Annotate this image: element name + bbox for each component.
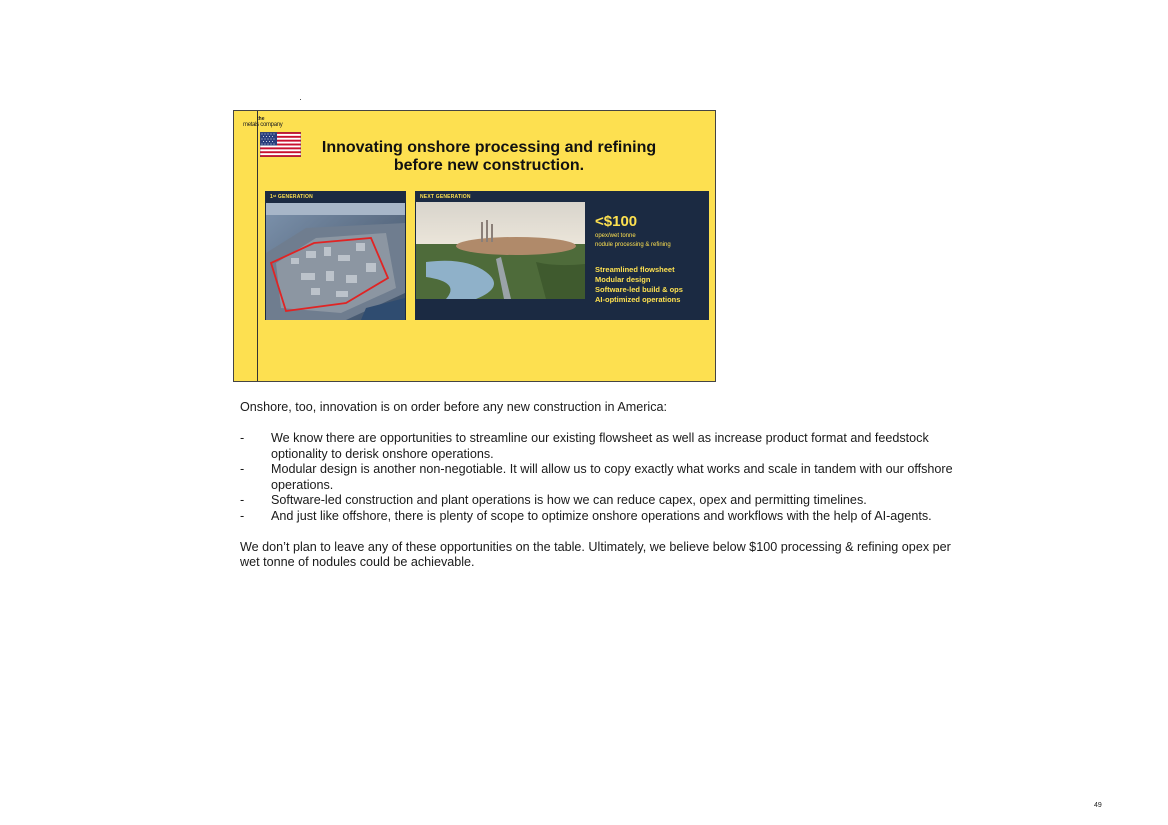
logo-line-1: the — [257, 116, 265, 122]
notes-closing: We don’t plan to leave any of these opportunities on the table. Ultimately, we believe below $100 processing & refining opex per wet tonne of nodules could be achievable. — [240, 539, 951, 569]
next-generation-label: NEXT GENERATION — [420, 194, 471, 200]
slide-title-line-2: before new construction. — [393, 157, 585, 174]
next-generation-panel — [415, 191, 709, 320]
feature-list — [595, 265, 683, 305]
slide-title-line-1: Innovating onshore processing and refining — [321, 139, 657, 156]
page-number: 49 — [1094, 802, 1102, 809]
first-generation-panel — [265, 191, 406, 320]
bullet-text: Software-led construction and plant operations is how we can reduce capex, opex and permitting timelines. — [271, 493, 867, 507]
cost-subtitle-line-2: nodule processing & refining — [595, 242, 671, 248]
bullet-dash: - — [240, 431, 245, 445]
notes-bullet — [240, 431, 960, 462]
logo-line-2: metals company — [243, 122, 283, 128]
cost-headline: <$100 — [595, 213, 638, 230]
bullet-dash: - — [240, 462, 245, 476]
slide-margin-line — [257, 111, 258, 381]
bullet-text: We know there are opportunities to streamline our existing flowsheet as well as increase product format and feedstock optionality to derisk onshore operations. — [271, 431, 929, 461]
us-flag-icon — [260, 132, 301, 157]
notes-bullet — [240, 493, 960, 509]
feature-item: Streamlined flowsheet — [595, 265, 675, 274]
stray-dot — [300, 99, 301, 100]
plant-rendering-image — [416, 202, 585, 299]
first-generation-label: 1ˢᵗ GENERATION — [270, 194, 313, 200]
company-logo — [243, 117, 293, 131]
bullet-text: Modular design is another non-negotiable. It will allow us to copy exactly what works and scale in tandem with our offshore operations. — [271, 462, 953, 492]
feature-item: AI-optimized operations — [595, 295, 681, 304]
notes-intro: Onshore, too, innovation is on order before any new construction in America: — [240, 400, 668, 414]
bullet-dash: - — [240, 508, 245, 523]
notes-bullet — [240, 462, 960, 493]
slide-thumbnail — [233, 110, 716, 382]
bullet-dash: - — [240, 493, 245, 507]
feature-item: Software-led build & ops — [595, 285, 683, 294]
feature-item: Modular design — [595, 275, 651, 284]
cost-subtitle — [595, 232, 671, 250]
aerial-plant-photo — [266, 203, 405, 320]
cost-subtitle-line-1: opex/wet tonne — [595, 233, 636, 239]
notes-bullet — [240, 509, 960, 525]
notes-bullet-list — [240, 431, 960, 524]
speaker-notes — [240, 400, 960, 571]
bullet-text: And just like offshore, there is plenty of scope to optimize onshore operations and workflows with the help of AI-agents. — [271, 508, 932, 523]
slide-title — [304, 139, 674, 175]
